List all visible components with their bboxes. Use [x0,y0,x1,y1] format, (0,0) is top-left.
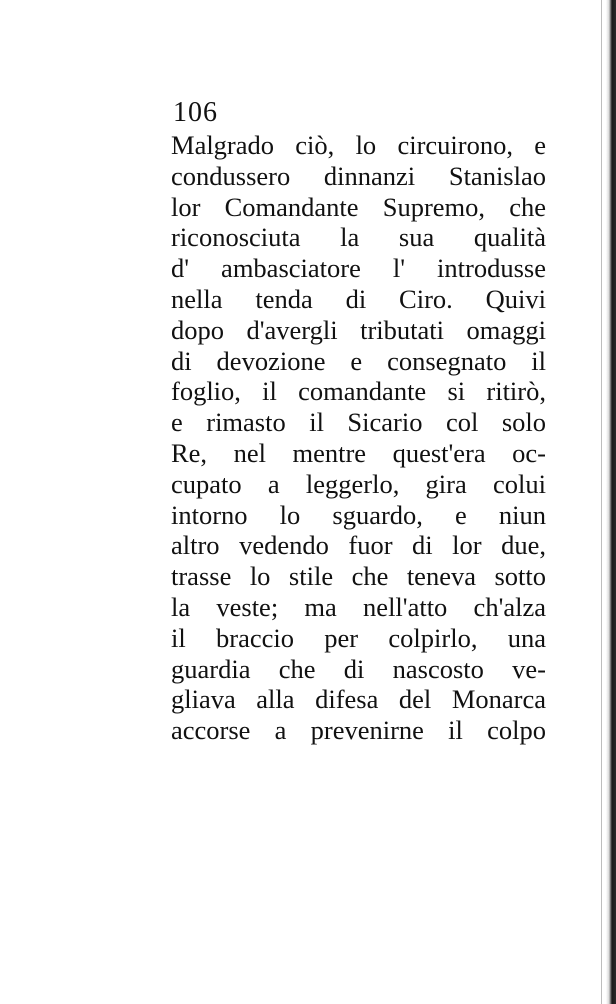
text-line: gliava alla difesa del Monarca [171,684,546,715]
text-line: intorno lo sguardo, e niun [171,499,546,530]
text-line: guardia che di nascosto ve- [171,653,546,684]
page-binding-edge [606,0,616,1004]
text-line: condussero dinnanzi Stanislao [171,160,546,191]
body-text [171,130,546,746]
text-line: nella tenda di Ciro. Quivi [171,283,546,314]
text-line: Malgrado ciò, lo circuirono, e [171,130,546,160]
text-line: foglio, il comandante si ritirò, [171,376,546,407]
page-edge-line [601,0,602,1004]
text-line: trasse lo stile che teneva sotto [171,561,546,592]
text-line: d' ambasciatore l' introdusse [171,253,546,284]
text-line: lor Comandante Supremo, che [171,191,546,222]
text-line: la veste; ma nell'atto ch'alza [171,591,546,622]
text-line: riconosciuta la sua qualità [171,222,546,253]
text-line: dopo d'avergli tributati omaggi [171,314,546,345]
page-number: 106 [173,97,218,128]
text-line: e rimasto il Sicario col solo [171,407,546,438]
text-line: altro vedendo fuor di lor due, [171,530,546,561]
text-line: di devozione e consegnato il [171,345,546,376]
text-line: il braccio per colpirlo, una [171,622,546,653]
text-line: Re, nel mentre quest'era oc- [171,437,546,468]
text-line: cupato a leggerlo, gira colui [171,468,546,499]
text-line: accorse a prevenirne il colpo [171,715,546,746]
